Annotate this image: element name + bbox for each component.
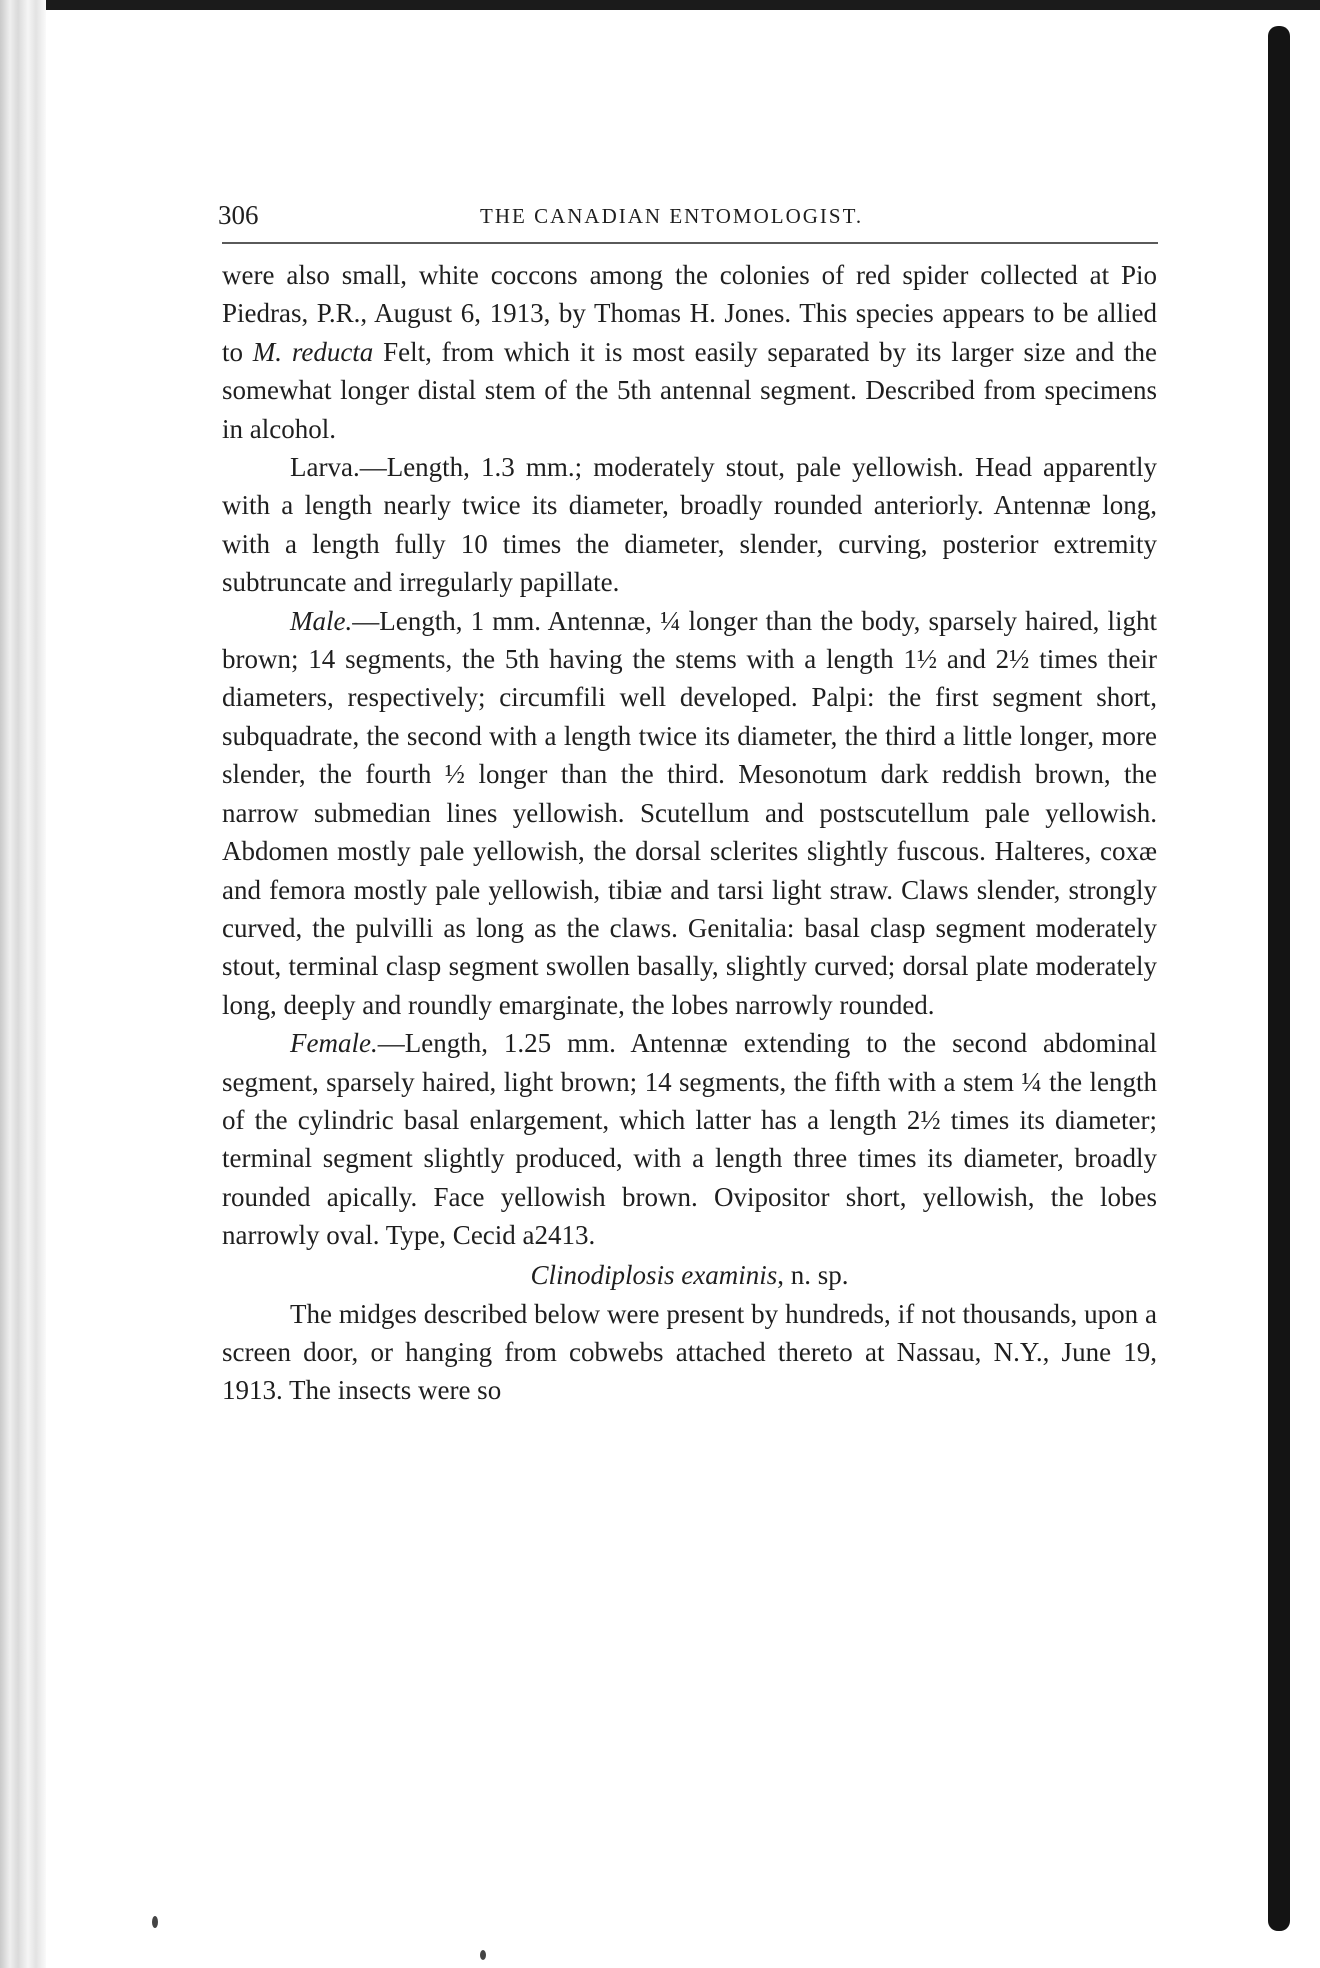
book-gutter	[0, 0, 46, 1968]
header-rule	[222, 242, 1158, 244]
species-heading-suffix: , n. sp.	[777, 1259, 849, 1290]
species-name: M. reducta	[252, 336, 374, 367]
journal-title: THE CANADIAN ENTOMOLOGIST.	[480, 204, 864, 228]
paragraph-larva: Larva.—Length, 1.3 mm.; moderately stout, pale yellowish. Head apparently with a length nearly twice its diameter, broadly rounded anteriorly. Antennæ long, with a length fully 10 times the diameter, slender, curving, posterior extremity subtruncate and irregularly papillate.	[222, 452, 1157, 598]
scan-right-edge	[1268, 26, 1290, 1931]
paragraph-text: —Length, 1 mm. Antennæ, ¼ longer than the body, sparsely haired, light brown; 14 segments, the 5th having the stems with a length 1½ and 2½ times their diameters, respectively; circumfili well developed. Palpi: the first segment short, subquadrate, the second with a length twice its diameter, the third a little longer, more slender, the fourth ½ longer than the third. Mesonotum dark reddish brown, the narrow submedian lines yellowish. Scutellum and postscutellum pale yellowish. Abdomen mostly pale yellowish, the dorsal sclerites slightly fuscous. Halteres, coxæ and femora mostly pale yellowish, tibiæ and tarsi light straw. Claws slender, strongly curved, the pulvilli as long as the claws. Genitalia: basal clasp segment moderately stout, terminal clasp segment swollen basally, slightly curved; dorsal plate moderately long, deeply and roundly emarginate, the lobes narrowly rounded.	[222, 605, 1157, 1020]
section-label-male: Male.	[290, 605, 353, 636]
species-heading	[222, 1255, 1157, 1295]
scan-speck	[152, 1916, 158, 1928]
section-label-female: Female.	[290, 1028, 378, 1059]
scan-speck	[480, 1950, 486, 1960]
body-text	[222, 256, 1157, 1410]
page-number: 306	[218, 200, 259, 230]
paragraph-male	[222, 602, 1157, 1024]
scan-top-edge	[0, 0, 1320, 10]
paragraph-text: were also small, white coccons among the colonies of red spider collected at Pio Piedras, P.R., August 6, 1913, by Thomas H. Jones. This species appears to be allied to	[222, 260, 1157, 367]
paragraph-text: Felt, from which it is most easily separated by its larger size and the somewhat longer distal stem of the 5th antennal segment. Described from specimens in alcohol.	[222, 336, 1157, 444]
paragraph-female	[222, 1024, 1157, 1254]
paragraph-description-continued	[222, 256, 1157, 448]
paragraph-clinodiplosis: The midges described below were present by hundreds, if not thousands, upon a screen door, or hanging from cobwebs attached thereto at Nassau, N.Y., June 19, 1913. The insects were so	[222, 1298, 1157, 1406]
paragraph-text: —Length, 1.25 mm. Antennæ extending to the second abdominal segment, sparsely haired, light brown; 14 segments, the fifth with a stem ¼ the length of the cylindric basal enlargement, which latter has a length 2½ times its diameter; terminal segment slightly produced, with a length three times its diameter, broadly rounded apically. Face yellowish brown. Ovipositor short, yellowish, the lobes narrowly oval. Type, Cecid a2413.	[222, 1028, 1157, 1251]
species-heading-name: Clinodiplosis examinis	[530, 1259, 778, 1290]
running-head	[218, 196, 1158, 236]
